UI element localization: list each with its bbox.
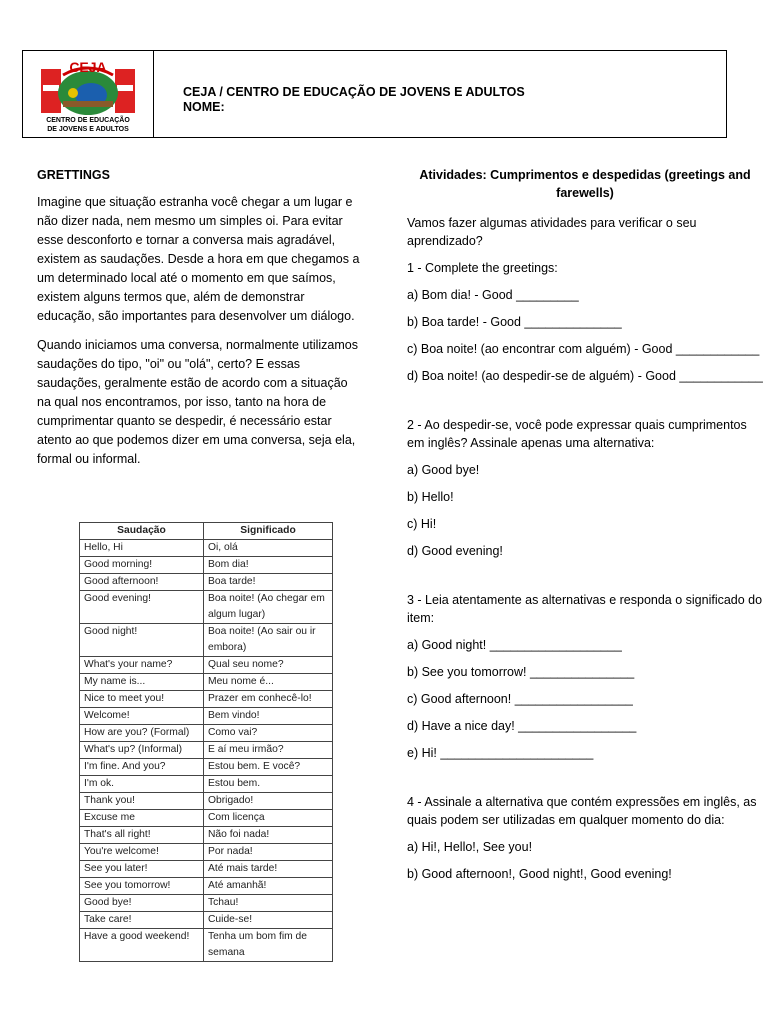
- table-row: [80, 895, 333, 912]
- header-divider: [153, 51, 154, 137]
- meaning-cell: Estou bem. E você?: [204, 759, 333, 776]
- greeting-cell: Good bye!: [80, 895, 204, 912]
- svg-text:CEJA: CEJA: [69, 59, 107, 75]
- greeting-cell: What's your name?: [80, 657, 204, 674]
- meaning-cell: Por nada!: [204, 844, 333, 861]
- table-row: [80, 878, 333, 895]
- meaning-cell: Boa tarde!: [204, 574, 333, 591]
- table-row: [80, 776, 333, 793]
- greeting-cell: Nice to meet you!: [80, 691, 204, 708]
- table-row: [80, 759, 333, 776]
- greeting-cell: Good evening!: [80, 591, 204, 624]
- greeting-cell: Thank you!: [80, 793, 204, 810]
- meaning-cell: Com licença: [204, 810, 333, 827]
- table-row: [80, 624, 333, 657]
- greeting-cell: Take care!: [80, 912, 204, 929]
- column-header-greeting: Saudação: [80, 523, 204, 540]
- table-row: [80, 912, 333, 929]
- table-row: [80, 557, 333, 574]
- question-3-d: d) Have a nice day! _________________: [407, 719, 637, 733]
- meaning-cell: Não foi nada!: [204, 827, 333, 844]
- meaning-cell: Até mais tarde!: [204, 861, 333, 878]
- greeting-cell: Welcome!: [80, 708, 204, 725]
- question-3-c: c) Good afternoon! _________________: [407, 692, 633, 706]
- question-3-e: e) Hi! ______________________: [407, 746, 594, 760]
- table-row: [80, 725, 333, 742]
- greeting-cell: Good morning!: [80, 557, 204, 574]
- meaning-cell: Bem vindo!: [204, 708, 333, 725]
- question-1-b: b) Boa tarde! - Good ______________: [407, 315, 622, 329]
- ceja-logo: [33, 55, 143, 135]
- question-2: 2 - Ao despedir-se, você pode expressar quais cumprimentos em inglês? Assinale apenas uma alternativa:: [407, 418, 747, 450]
- question-2-d: d) Good evening!: [407, 544, 503, 558]
- table-row: [80, 540, 333, 557]
- table-row: [80, 691, 333, 708]
- table-row: [80, 708, 333, 725]
- greeting-cell: Excuse me: [80, 810, 204, 827]
- svg-text:CENTRO DE EDUCAÇÃO: CENTRO DE EDUCAÇÃO: [46, 117, 130, 124]
- question-3: 3 - Leia atentamente as alternativas e responda o significado do item:: [407, 593, 763, 625]
- question-4-b: b) Good afternoon!, Good night!, Good evening!: [407, 867, 672, 881]
- meaning-cell: Como vai?: [204, 725, 333, 742]
- meaning-cell: Cuide-se!: [204, 912, 333, 929]
- meaning-cell: Boa noite! (Ao chegar em algum lugar): [204, 591, 333, 624]
- meaning-cell: E aí meu irmão?: [204, 742, 333, 759]
- greeting-cell: What's up? (Informal): [80, 742, 204, 759]
- greeting-cell: I'm ok.: [80, 776, 204, 793]
- intro-paragraph-2: Quando iniciamos uma conversa, normalmente utilizamos saudações do tipo, "oi" ou "olá", certo? E essas saudações, geralmente estão de acordo com a situação na qual nos encontramos, por isso, tanto na hora de cumprimentar quanto se despedir, é necessário estar atento ao que podemos dizer em uma conversa, seja ela, formal ou informal.: [37, 338, 358, 466]
- activities-column: [407, 166, 763, 892]
- greeting-cell: That's all right!: [80, 827, 204, 844]
- meaning-cell: Prazer em conhecê-lo!: [204, 691, 333, 708]
- greeting-cell: Hello, Hi: [80, 540, 204, 557]
- question-1: 1 - Complete the greetings:: [407, 261, 558, 275]
- meaning-cell: Tchau!: [204, 895, 333, 912]
- header-text: [183, 85, 525, 115]
- question-1-d: d) Boa noite! (ao despedir-se de alguém) - Good ____________: [407, 369, 763, 383]
- greetings-table: [79, 522, 333, 962]
- meaning-cell: Boa noite! (Ao sair ou ir embora): [204, 624, 333, 657]
- table-row: [80, 793, 333, 810]
- intro-paragraph-1: Imagine que situação estranha você chegar a um lugar e não dizer nada, nem mesmo um simples oi. Para evitar esse desconforto e tornar a conversa mais agradável, existem as saudações. Desde a hora em que chegamos a um determinado local até o momento em que saímos, existem alguns termos que, além de demonstrar educação, são importantes para desenvolver um diálogo.: [37, 195, 360, 323]
- meaning-cell: Oi, olá: [204, 540, 333, 557]
- meaning-cell: Obrigado!: [204, 793, 333, 810]
- question-2-b: b) Hello!: [407, 490, 454, 504]
- table-row: [80, 827, 333, 844]
- greeting-cell: See you later!: [80, 861, 204, 878]
- greetings-table-wrap: [79, 522, 333, 962]
- meaning-cell: Tenha um bom fim de semana: [204, 929, 333, 962]
- meaning-cell: Qual seu nome?: [204, 657, 333, 674]
- question-2-c: c) Hi!: [407, 517, 437, 531]
- meaning-cell: Meu nome é...: [204, 674, 333, 691]
- question-1-a: a) Bom dia! - Good _________: [407, 288, 579, 302]
- document-header: [22, 50, 727, 138]
- meaning-cell: Estou bem.: [204, 776, 333, 793]
- table-row: [80, 591, 333, 624]
- table-header-row: [80, 523, 333, 540]
- column-header-meaning: Significado: [204, 523, 333, 540]
- greeting-cell: My name is...: [80, 674, 204, 691]
- question-2-a: a) Good bye!: [407, 463, 480, 477]
- name-label: NOME:: [183, 100, 225, 114]
- table-row: [80, 844, 333, 861]
- table-row: [80, 674, 333, 691]
- greeting-cell: You're welcome!: [80, 844, 204, 861]
- greeting-cell: I'm fine. And you?: [80, 759, 204, 776]
- table-row: [80, 929, 333, 962]
- table-row: [80, 810, 333, 827]
- activities-intro: Vamos fazer algumas atividades para verificar o seu aprendizado?: [407, 216, 697, 248]
- question-3-a: a) Good night! ___________________: [407, 638, 622, 652]
- svg-text:DE JOVENS E ADULTOS: DE JOVENS E ADULTOS: [47, 126, 129, 133]
- question-3-b: b) See you tomorrow! _______________: [407, 665, 635, 679]
- question-1-c: c) Boa noite! (ao encontrar com alguém) - Good ____________: [407, 342, 760, 356]
- greeting-cell: How are you? (Formal): [80, 725, 204, 742]
- table-row: [80, 861, 333, 878]
- intro-column: [37, 166, 363, 479]
- school-name: CEJA / CENTRO DE EDUCAÇÃO DE JOVENS E ADULTOS: [183, 85, 525, 99]
- table-row: [80, 574, 333, 591]
- meaning-cell: Até amanhã!: [204, 878, 333, 895]
- greeting-cell: Good night!: [80, 624, 204, 657]
- greeting-cell: Have a good weekend!: [80, 929, 204, 962]
- question-4-a: a) Hi!, Hello!, See you!: [407, 840, 533, 854]
- activities-title: Atividades: Cumprimentos e despedidas (greetings and farewells): [419, 168, 751, 200]
- table-row: [80, 657, 333, 674]
- meaning-cell: Bom dia!: [204, 557, 333, 574]
- greeting-cell: See you tomorrow!: [80, 878, 204, 895]
- question-4: 4 - Assinale a alternativa que contém expressões em inglês, as quais podem ser utilizadas em qualquer momento do dia:: [407, 795, 757, 827]
- greeting-cell: Good afternoon!: [80, 574, 204, 591]
- section-title: GRETTINGS: [37, 168, 110, 182]
- table-body: [80, 540, 333, 962]
- table-row: [80, 742, 333, 759]
